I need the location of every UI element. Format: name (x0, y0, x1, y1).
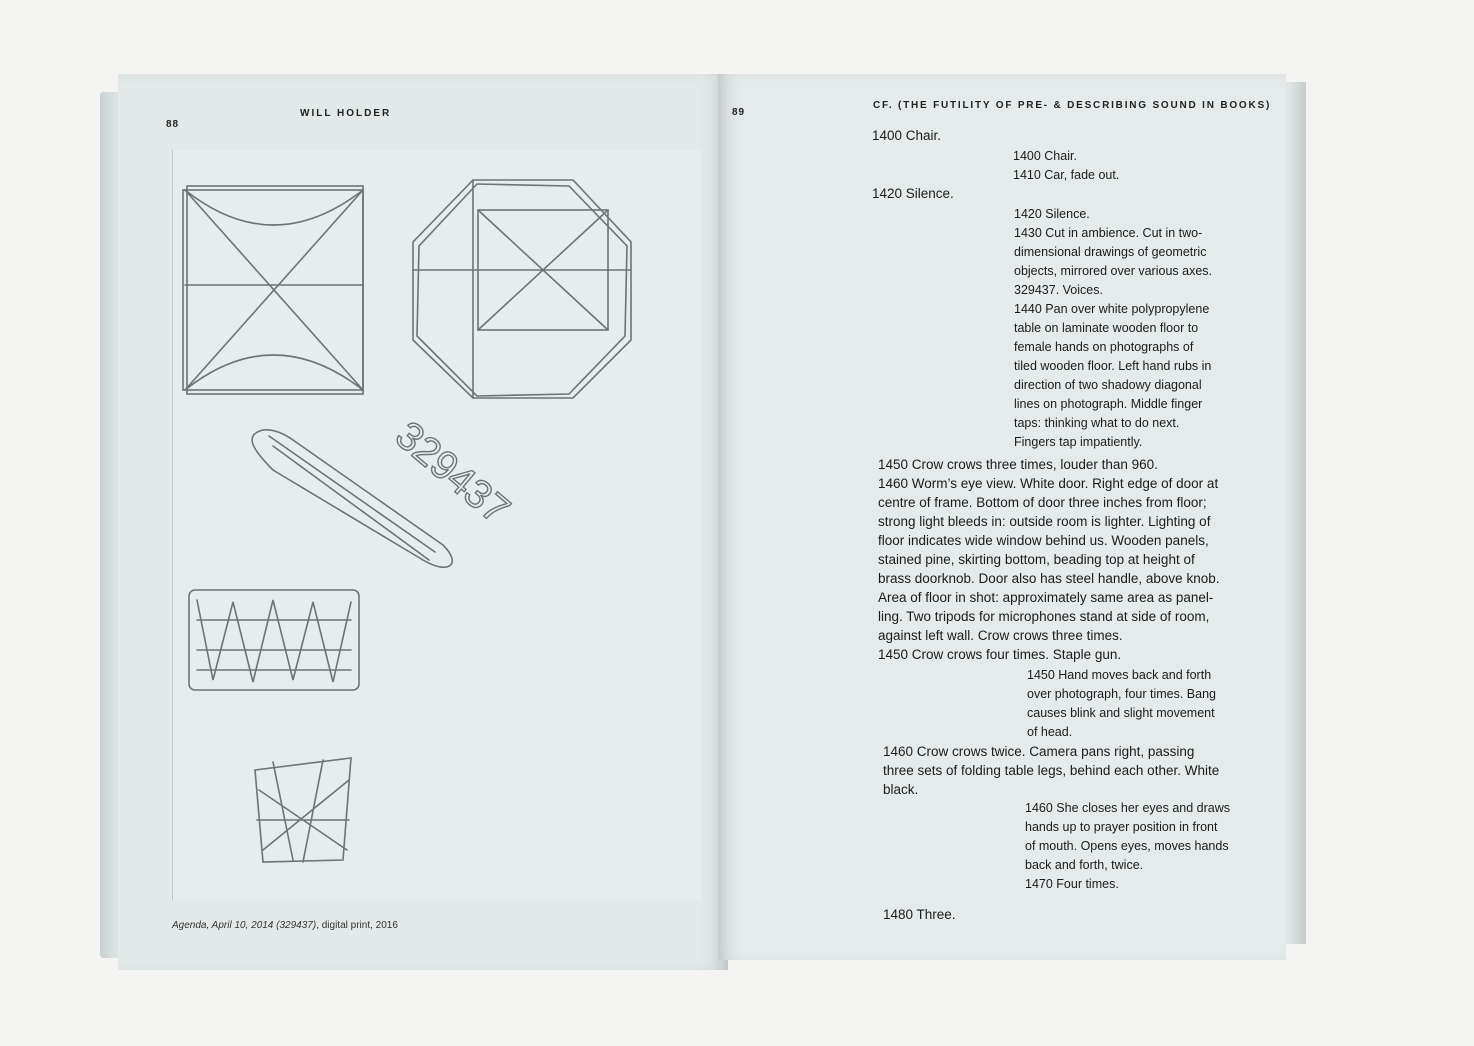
right-running-head: CF. (THE FUTILITY OF PRE- & DESCRIBING SOUND IN BOOKS) (873, 100, 1272, 111)
entry-1400-chair: 1400 Chair. (872, 128, 942, 143)
entry-1420-1440: 1420 Silence. 1430 Cut in ambience. Cut in two- dimensional drawings of geometric objects, mirrored over various axes. 329437. Voices. 1440 Pan over white polypropylene table on laminate wooden floor to female hands on photographs of tiled wooden floor. Left hand rubs in direction of two shadowy diagonal lines on photograph. Middle finger taps: thinking what to do next. Fingers tap impatiently. (1014, 207, 1212, 449)
caption-title: Agenda, April 10, 2014 (329437) (172, 920, 317, 931)
drawing-number: 329437 (387, 413, 518, 533)
left-running-head: WILL HOLDER (300, 108, 392, 119)
entry-1460-crow: 1460 Crow crows twice. Camera pans right, passing three sets of folding table legs, behind each other. White black. (883, 744, 1220, 797)
left-page-number: 88 (166, 119, 180, 130)
entry-1450-1450: 1450 Crow crows three times, louder than 960. 1460 Worm’s eye view. White door. Right edge of door at centre of frame. Bottom of door three inches from floor; strong light bleeds in: outside room is lighter. Lighting of floor indicates wide window behind us. Wooden panels, stained pine, skirting bottom, beading top at height of brass doorknob. Door also has steel handle, above knob. Area of floor in shot: approximately same area as panel- ling. Two tripods for microphones stand at side of room, against left wall. Crow crows three times. 1450 Crow crows four times. Staple gun. (878, 457, 1220, 662)
geometric-sketch-icon (173, 150, 701, 900)
figure-caption (172, 920, 398, 931)
entry-1460-1470: 1460 She closes her eyes and draws hands up to prayer position in front of mouth. Opens eyes, moves hands back and forth, twice. 1470 Four times. (1025, 801, 1230, 891)
caption-details: , digital print, 2016 (316, 920, 398, 931)
entry-1480-three: 1480 Three. (883, 907, 956, 922)
entry-1450-hand: 1450 Hand moves back and forth over photograph, four times. Bang causes blink and slight movement of head. (1027, 668, 1217, 739)
pencil-drawing-print (172, 150, 701, 900)
right-page-number: 89 (732, 107, 746, 118)
entry-1420-silence: 1420 Silence. (872, 186, 954, 201)
entry-1400-1410: 1400 Chair. 1410 Car, fade out. (1013, 149, 1120, 182)
